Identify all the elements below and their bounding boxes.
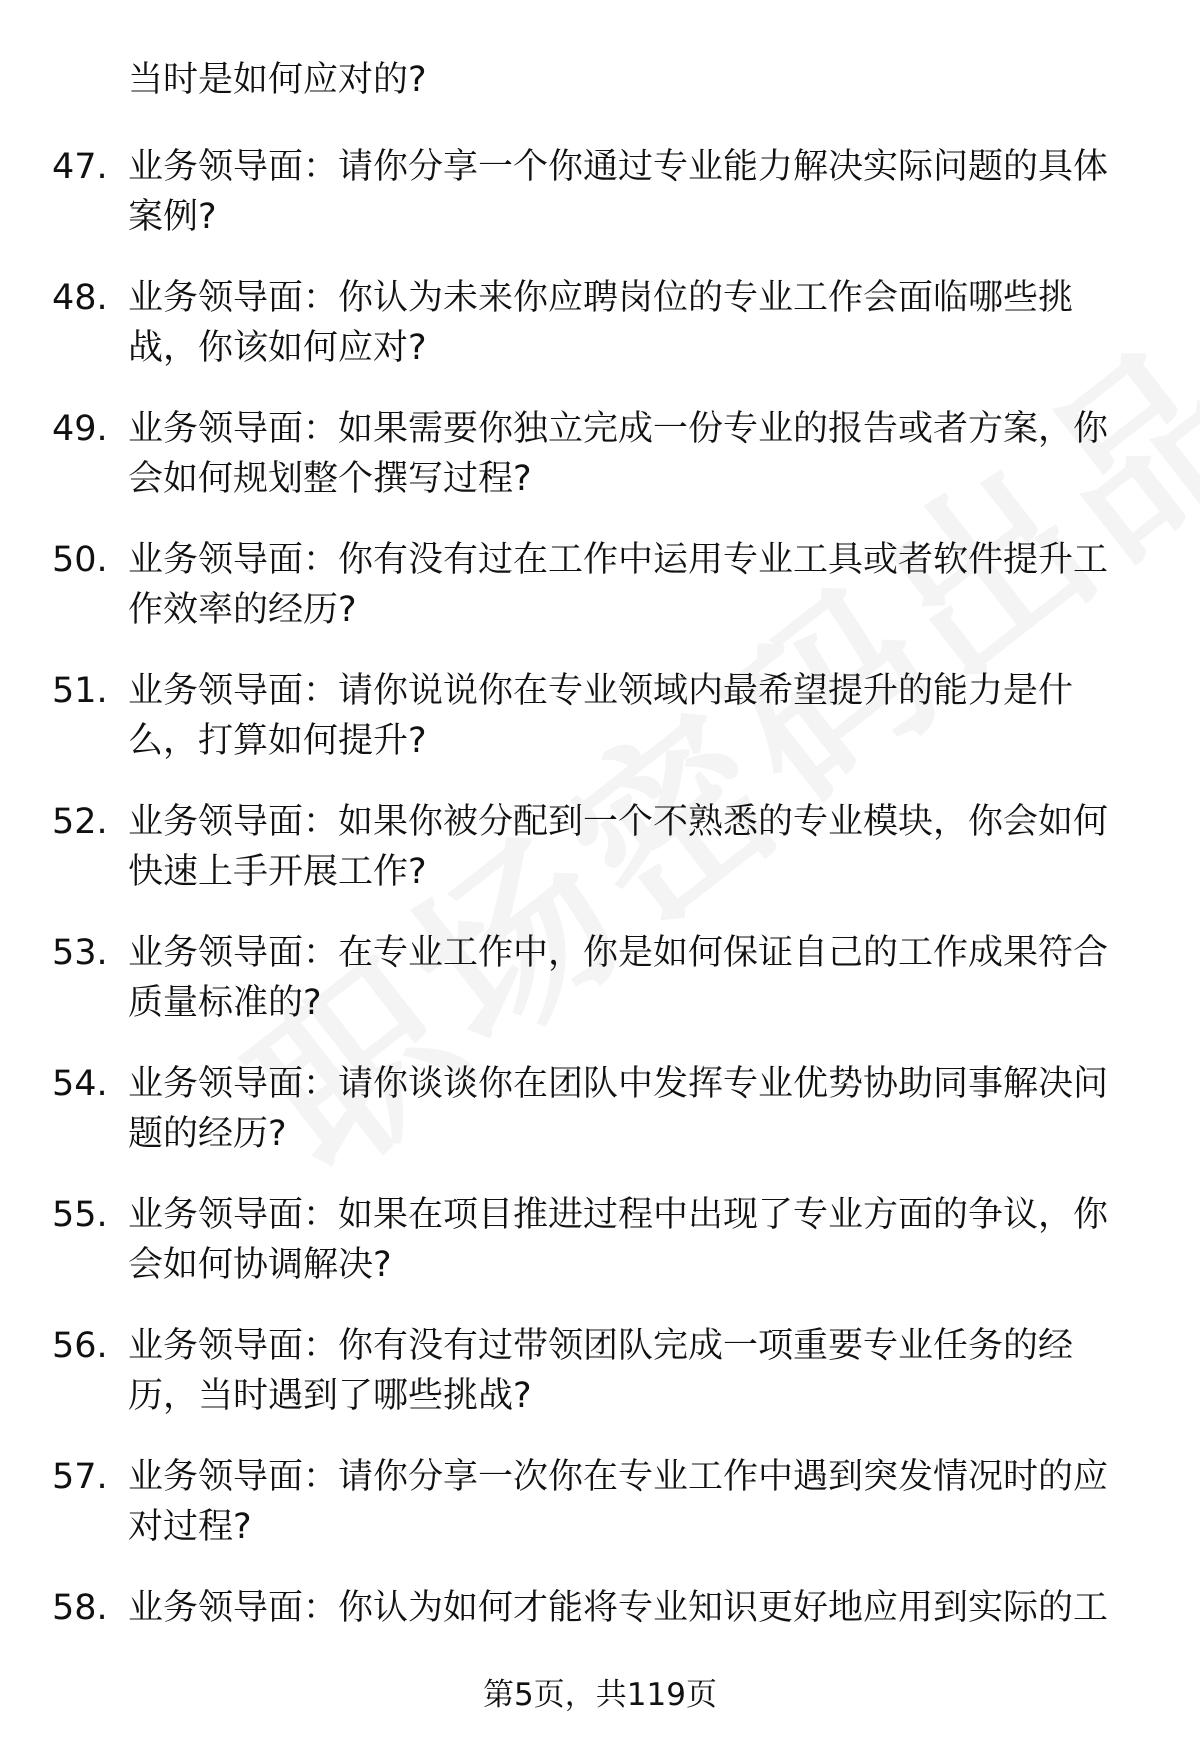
list-item	[0, 404, 1200, 535]
question-number: 54.	[52, 1064, 108, 1104]
question-text: 业务领导面：如果在项目推进过程中出现了专业方面的争议，你会如何协调解决?	[128, 1195, 1109, 1285]
question-text: 业务领导面：请你分享一个你通过专业能力解决实际问题的具体案例?	[128, 147, 1109, 237]
question-text: 业务领导面：请你说说你在专业领域内最希望提升的能力是什么，打算如何提升?	[128, 671, 1074, 761]
list-item	[0, 1321, 1200, 1452]
question-number: 49.	[52, 409, 108, 449]
question-text: 业务领导面：请你谈谈你在团队中发挥专业优势协助同事解决问题的经历?	[128, 1064, 1109, 1154]
question-number: 52.	[52, 802, 108, 842]
list-item	[0, 797, 1200, 928]
question-number: 47.	[52, 147, 108, 187]
question-number: 48.	[52, 278, 108, 318]
question-text: 业务领导面：请你分享一次你在专业工作中遇到突发情况时的应对过程?	[128, 1457, 1109, 1547]
list-item	[0, 928, 1200, 1059]
list-item	[0, 1452, 1200, 1583]
question-number: 58.	[52, 1588, 108, 1628]
question-number: 55.	[52, 1195, 108, 1235]
question-text: 业务领导面：如果你被分配到一个不熟悉的专业模块，你会如何快速上手开展工作?	[128, 802, 1109, 892]
question-text: 业务领导面：你认为未来你应聘岗位的专业工作会面临哪些挑战，你该如何应对?	[128, 278, 1074, 368]
question-text: 业务领导面：你有没有过在工作中运用专业工具或者软件提升工作效率的经历?	[128, 540, 1109, 630]
list-item	[0, 1059, 1200, 1190]
question-text: 业务领导面：你认为如何才能将专业知识更好地应用到实际的工	[128, 1588, 1109, 1628]
question-number: 57.	[52, 1457, 108, 1497]
question-number: 50.	[52, 540, 108, 580]
question-number: 51.	[52, 671, 108, 711]
question-number: 53.	[52, 933, 108, 973]
question-text: 业务领导面：在专业工作中，你是如何保证自己的工作成果符合质量标准的?	[128, 933, 1109, 1023]
list-item	[0, 142, 1200, 273]
continuation-text: 当时是如何应对的?	[128, 60, 427, 100]
list-item	[0, 535, 1200, 666]
list-item	[0, 273, 1200, 404]
question-list	[0, 142, 1200, 1714]
page-footer: 第5页，共119页	[483, 1677, 717, 1713]
question-number: 56.	[52, 1326, 108, 1366]
list-item	[0, 666, 1200, 797]
list-item	[0, 1190, 1200, 1321]
question-text: 业务领导面：如果需要你独立完成一份专业的报告或者方案，你会如何规划整个撰写过程?	[128, 409, 1109, 499]
question-text: 业务领导面：你有没有过带领团队完成一项重要专业任务的经历，当时遇到了哪些挑战?	[128, 1326, 1074, 1416]
